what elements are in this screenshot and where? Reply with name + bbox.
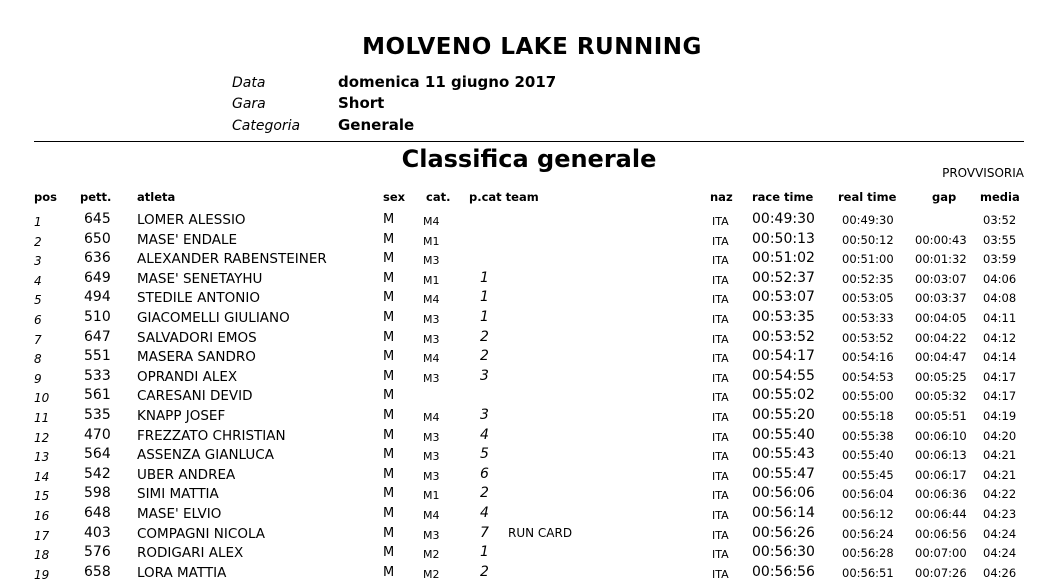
table-row xyxy=(0,288,1058,308)
cell-race-time: 00:52:37 xyxy=(752,269,815,286)
cell-athlete: FREZZATO CHRISTIAN xyxy=(137,427,286,444)
cell-gap: 00:06:13 xyxy=(915,448,967,463)
cell-real-time: 00:53:52 xyxy=(842,330,894,345)
cell-category: M3 xyxy=(423,312,440,326)
cell-bib: 533 xyxy=(84,367,111,384)
cell-category: M1 xyxy=(423,273,440,287)
cell-real-time: 00:56:12 xyxy=(842,506,894,521)
cell-sex: M xyxy=(383,290,395,306)
col-header-athlete: atleta xyxy=(137,190,176,204)
cell-position: 18 xyxy=(34,548,50,563)
cell-sex: M xyxy=(383,368,395,384)
cell-gap: 00:05:25 xyxy=(915,369,967,384)
cell-race-time: 00:56:26 xyxy=(752,524,815,541)
cell-pace: 03:52 xyxy=(983,213,1017,227)
cell-real-time: 00:51:00 xyxy=(842,252,894,267)
cell-nation: ITA xyxy=(712,548,729,562)
cell-real-time: 00:55:38 xyxy=(842,428,894,443)
col-header-media: media xyxy=(980,190,1020,204)
cell-race-time: 00:55:47 xyxy=(752,465,815,482)
cell-nation: ITA xyxy=(712,293,729,307)
cell-position: 3 xyxy=(34,254,42,269)
table-row xyxy=(0,230,1058,250)
cell-nation: ITA xyxy=(712,254,729,268)
cell-bib: 494 xyxy=(84,289,111,306)
cell-nation: ITA xyxy=(712,469,729,483)
cell-real-time: 00:55:45 xyxy=(842,467,894,482)
cell-athlete: MASERA SANDRO xyxy=(137,349,256,366)
cell-category-position: 6 xyxy=(480,465,489,482)
cell-gap: 00:04:47 xyxy=(915,350,967,365)
cell-nation: ITA xyxy=(712,489,729,503)
cell-nation: ITA xyxy=(712,332,729,346)
cell-category: M3 xyxy=(423,371,440,385)
cell-nation: ITA xyxy=(712,430,729,444)
cell-nation: ITA xyxy=(712,528,729,542)
cell-race-time: 00:56:06 xyxy=(752,485,815,502)
cell-pace: 04:11 xyxy=(983,310,1017,325)
cell-athlete: MASE' SENETAYHU xyxy=(137,270,263,287)
cell-position: 7 xyxy=(34,332,42,347)
status-label: PROVVISORIA xyxy=(942,166,1024,180)
cell-nation: ITA xyxy=(712,273,729,287)
cell-athlete: CARESANI DEVID xyxy=(137,388,253,405)
cell-position: 5 xyxy=(34,293,42,308)
cell-category: M4 xyxy=(423,293,440,307)
cell-athlete: RODIGARI ALEX xyxy=(137,545,244,562)
cell-race-time: 00:54:17 xyxy=(752,348,815,365)
cell-gap: 00:01:32 xyxy=(915,252,967,267)
table-row xyxy=(0,367,1058,387)
cell-athlete: MASE' ENDALE xyxy=(137,231,238,248)
cell-bib: 470 xyxy=(84,426,111,443)
cell-sex: M xyxy=(383,231,395,247)
cell-bib: 649 xyxy=(84,269,111,286)
cell-bib: 403 xyxy=(84,524,111,541)
table-row xyxy=(0,465,1058,485)
cell-real-time: 00:54:53 xyxy=(842,369,894,384)
cell-real-time: 00:56:04 xyxy=(842,487,894,502)
cell-category-position: 3 xyxy=(480,406,489,423)
cell-pace: 04:21 xyxy=(983,448,1017,463)
results-table xyxy=(0,210,1058,582)
cell-athlete: OPRANDI ALEX xyxy=(137,368,238,385)
cell-gap: 00:04:22 xyxy=(915,330,967,345)
cell-sex: M xyxy=(383,525,395,541)
cell-pace: 04:21 xyxy=(983,467,1017,482)
cell-position: 4 xyxy=(34,273,42,288)
cell-real-time: 00:56:24 xyxy=(842,526,894,541)
table-row xyxy=(0,269,1058,289)
col-header-real-time: real time xyxy=(838,190,897,204)
table-row xyxy=(0,524,1058,544)
cell-pace: 04:14 xyxy=(983,350,1017,365)
cell-category: M4 xyxy=(423,508,440,522)
cell-bib: 650 xyxy=(84,230,111,247)
cell-sex: M xyxy=(383,388,395,404)
cell-pace: 04:12 xyxy=(983,330,1017,345)
cell-race-time: 00:56:56 xyxy=(752,563,815,580)
col-header-race-time: race time xyxy=(752,190,814,204)
cell-category-position: 3 xyxy=(480,367,489,384)
cell-real-time: 00:55:40 xyxy=(842,448,894,463)
cell-real-time: 00:50:12 xyxy=(842,232,894,247)
cell-category: M1 xyxy=(423,234,440,248)
cell-category: M3 xyxy=(423,430,440,444)
col-header-pcat-team: p.cat team xyxy=(469,190,539,204)
cell-nation: ITA xyxy=(712,508,729,522)
cell-gap: 00:00:43 xyxy=(915,232,967,247)
cell-bib: 561 xyxy=(84,387,111,404)
cell-pace: 04:23 xyxy=(983,506,1017,521)
cell-real-time: 00:54:16 xyxy=(842,350,894,365)
meta-label-race: Gara xyxy=(232,96,266,112)
cell-gap: 00:03:07 xyxy=(915,271,967,286)
cell-race-time: 00:53:07 xyxy=(752,289,815,306)
cell-bib: 598 xyxy=(84,485,111,502)
cell-race-time: 00:50:13 xyxy=(752,230,815,247)
cell-bib: 535 xyxy=(84,406,111,423)
cell-sex: M xyxy=(383,505,395,521)
col-header-nation: naz xyxy=(710,190,733,204)
cell-sex: M xyxy=(383,447,395,463)
cell-gap: 00:03:37 xyxy=(915,291,967,306)
meta-label-category: Categoria xyxy=(232,118,301,134)
cell-athlete: LOMER ALESSIO xyxy=(137,212,246,228)
col-header-gap: gap xyxy=(932,190,957,204)
cell-position: 14 xyxy=(34,469,50,484)
cell-pace: 04:20 xyxy=(983,428,1017,443)
table-row xyxy=(0,249,1058,269)
cell-category-position: 2 xyxy=(480,328,489,345)
cell-athlete: SALVADORI EMOS xyxy=(137,329,257,346)
cell-sex: M xyxy=(383,407,395,423)
meta-value-race: Short xyxy=(338,94,385,112)
cell-gap: 00:06:36 xyxy=(915,487,967,502)
cell-gap: 00:04:05 xyxy=(915,310,967,325)
cell-athlete: MASE' ELVIO xyxy=(137,505,222,522)
cell-category-position: 1 xyxy=(480,269,489,286)
cell-real-time: 00:53:05 xyxy=(842,291,894,306)
cell-sex: M xyxy=(383,545,395,561)
cell-nation: ITA xyxy=(712,410,729,424)
table-row xyxy=(0,563,1058,582)
cell-pace: 03:55 xyxy=(983,232,1017,247)
table-row xyxy=(0,504,1058,524)
cell-sex: M xyxy=(383,564,395,580)
cell-pace: 04:17 xyxy=(983,369,1017,384)
cell-category-position: 4 xyxy=(480,504,489,521)
cell-real-time: 00:56:28 xyxy=(842,546,894,561)
cell-race-time: 00:55:20 xyxy=(752,406,815,423)
table-row xyxy=(0,347,1058,367)
cell-sex: M xyxy=(383,309,395,325)
cell-category-position: 1 xyxy=(480,544,489,561)
cell-category: M2 xyxy=(423,548,440,562)
cell-gap: 00:05:51 xyxy=(915,408,967,423)
meta-label-date: Data xyxy=(232,75,266,91)
cell-athlete: KNAPP JOSEF xyxy=(137,407,226,424)
cell-nation: ITA xyxy=(712,450,729,464)
cell-nation: ITA xyxy=(712,234,729,248)
cell-pace: 04:06 xyxy=(983,271,1017,286)
cell-bib: 551 xyxy=(84,348,111,365)
cell-bib: 542 xyxy=(84,465,111,482)
col-header-sex: sex xyxy=(383,190,406,204)
table-row xyxy=(0,445,1058,465)
cell-pace: 04:26 xyxy=(983,565,1017,580)
cell-pace: 04:24 xyxy=(983,526,1017,541)
cell-gap: 00:07:26 xyxy=(915,565,967,580)
cell-position: 12 xyxy=(34,430,50,445)
cell-pace: 04:22 xyxy=(983,487,1017,502)
cell-position: 1 xyxy=(34,215,42,229)
cell-athlete: ALEXANDER RABENSTEINER xyxy=(137,251,327,268)
col-header-bib: pett. xyxy=(80,190,112,204)
table-row xyxy=(0,308,1058,328)
cell-category: M2 xyxy=(423,567,440,581)
table-row xyxy=(0,210,1058,230)
cell-athlete: GIACOMELLI GIULIANO xyxy=(137,309,290,326)
cell-position: 15 xyxy=(34,489,50,504)
col-header-category: cat. xyxy=(426,190,451,204)
cell-race-time: 00:54:55 xyxy=(752,367,815,384)
cell-sex: M xyxy=(383,427,395,443)
cell-category-position: 7 xyxy=(480,524,489,541)
cell-athlete: COMPAGNI NICOLA xyxy=(137,525,266,542)
cell-bib: 636 xyxy=(84,250,111,267)
cell-bib: 510 xyxy=(84,308,111,325)
cell-gap: 00:06:56 xyxy=(915,526,967,541)
cell-sex: M xyxy=(383,329,395,345)
cell-race-time: 00:56:30 xyxy=(752,544,815,561)
meta-value-date: domenica 11 giugno 2017 xyxy=(338,73,557,91)
cell-sex: M xyxy=(383,349,395,365)
cell-bib: 658 xyxy=(84,563,111,580)
cell-athlete: STEDILE ANTONIO xyxy=(137,290,260,307)
cell-position: 9 xyxy=(34,371,42,386)
cell-race-time: 00:55:02 xyxy=(752,387,815,404)
cell-position: 11 xyxy=(34,410,50,425)
cell-gap: 00:06:44 xyxy=(915,506,967,521)
cell-gap: 00:05:32 xyxy=(915,389,967,404)
cell-athlete: UBER ANDREA xyxy=(137,466,236,483)
cell-category: M1 xyxy=(423,489,440,503)
cell-category-position: 1 xyxy=(480,308,489,325)
cell-real-time: 00:55:18 xyxy=(842,408,894,423)
cell-position: 6 xyxy=(34,312,42,327)
cell-bib: 645 xyxy=(84,211,111,227)
cell-pace: 04:08 xyxy=(983,291,1017,306)
page-title: MOLVENO LAKE RUNNING xyxy=(362,34,702,60)
cell-category-position: 4 xyxy=(480,426,489,443)
cell-race-time: 00:55:43 xyxy=(752,446,815,463)
cell-real-time: 00:55:00 xyxy=(842,389,894,404)
table-row xyxy=(0,543,1058,563)
cell-category-position: 2 xyxy=(480,563,489,580)
cell-athlete: ASSENZA GIANLUCA xyxy=(137,447,274,464)
cell-nation: ITA xyxy=(712,371,729,385)
cell-position: 16 xyxy=(34,508,50,523)
cell-gap: 00:06:10 xyxy=(915,428,967,443)
cell-nation: ITA xyxy=(712,567,729,581)
cell-race-time: 00:49:30 xyxy=(752,211,815,227)
header-divider xyxy=(34,141,1024,142)
cell-sex: M xyxy=(383,212,395,227)
cell-gap: 00:06:17 xyxy=(915,467,967,482)
cell-nation: ITA xyxy=(712,352,729,366)
cell-category: M3 xyxy=(423,254,440,268)
cell-position: 17 xyxy=(34,528,50,543)
cell-bib: 647 xyxy=(84,328,111,345)
cell-pace: 03:59 xyxy=(983,252,1017,267)
cell-race-time: 00:53:52 xyxy=(752,328,815,345)
cell-category-position: 5 xyxy=(480,446,489,463)
cell-race-time: 00:55:40 xyxy=(752,426,815,443)
cell-athlete: SIMI MATTIA xyxy=(137,486,219,503)
cell-category: M4 xyxy=(423,215,440,228)
table-row xyxy=(0,406,1058,426)
cell-category: M4 xyxy=(423,352,440,366)
col-header-pos: pos xyxy=(34,190,57,204)
cell-race-time: 00:53:35 xyxy=(752,308,815,325)
cell-position: 13 xyxy=(34,450,50,465)
cell-category: M4 xyxy=(423,410,440,424)
cell-nation: ITA xyxy=(712,215,729,228)
cell-bib: 648 xyxy=(84,504,111,521)
table-row xyxy=(0,328,1058,348)
cell-sex: M xyxy=(383,251,395,267)
cell-position: 10 xyxy=(34,391,50,406)
cell-pace: 04:17 xyxy=(983,389,1017,404)
cell-pace: 04:19 xyxy=(983,408,1017,423)
cell-position: 8 xyxy=(34,352,42,367)
table-row xyxy=(0,386,1058,406)
cell-position: 2 xyxy=(34,234,42,249)
cell-nation: ITA xyxy=(712,312,729,326)
cell-bib: 564 xyxy=(84,446,111,463)
cell-race-time: 00:56:14 xyxy=(752,504,815,521)
cell-category-position: 1 xyxy=(480,289,489,306)
cell-nation: ITA xyxy=(712,391,729,405)
cell-bib: 576 xyxy=(84,544,111,561)
meta-value-category: Generale xyxy=(338,116,415,134)
table-row xyxy=(0,484,1058,504)
cell-team: RUN CARD xyxy=(508,525,573,540)
cell-category: M3 xyxy=(423,528,440,542)
cell-race-time: 00:51:02 xyxy=(752,250,815,267)
cell-sex: M xyxy=(383,270,395,286)
cell-gap: 00:07:00 xyxy=(915,546,967,561)
cell-real-time: 00:56:51 xyxy=(842,565,894,580)
cell-category: M3 xyxy=(423,450,440,464)
table-row xyxy=(0,426,1058,446)
cell-category: M3 xyxy=(423,469,440,483)
cell-position: 19 xyxy=(34,567,50,582)
cell-category-position: 2 xyxy=(480,485,489,502)
cell-sex: M xyxy=(383,486,395,502)
cell-category-position: 2 xyxy=(480,348,489,365)
cell-sex: M xyxy=(383,466,395,482)
ranking-title: Classifica generale xyxy=(401,145,657,173)
cell-real-time: 00:53:33 xyxy=(842,310,894,325)
cell-athlete: LORA MATTIA xyxy=(137,564,227,581)
cell-real-time: 00:49:30 xyxy=(842,213,894,227)
cell-real-time: 00:52:35 xyxy=(842,271,894,286)
cell-pace: 04:24 xyxy=(983,546,1017,561)
cell-category: M3 xyxy=(423,332,440,346)
